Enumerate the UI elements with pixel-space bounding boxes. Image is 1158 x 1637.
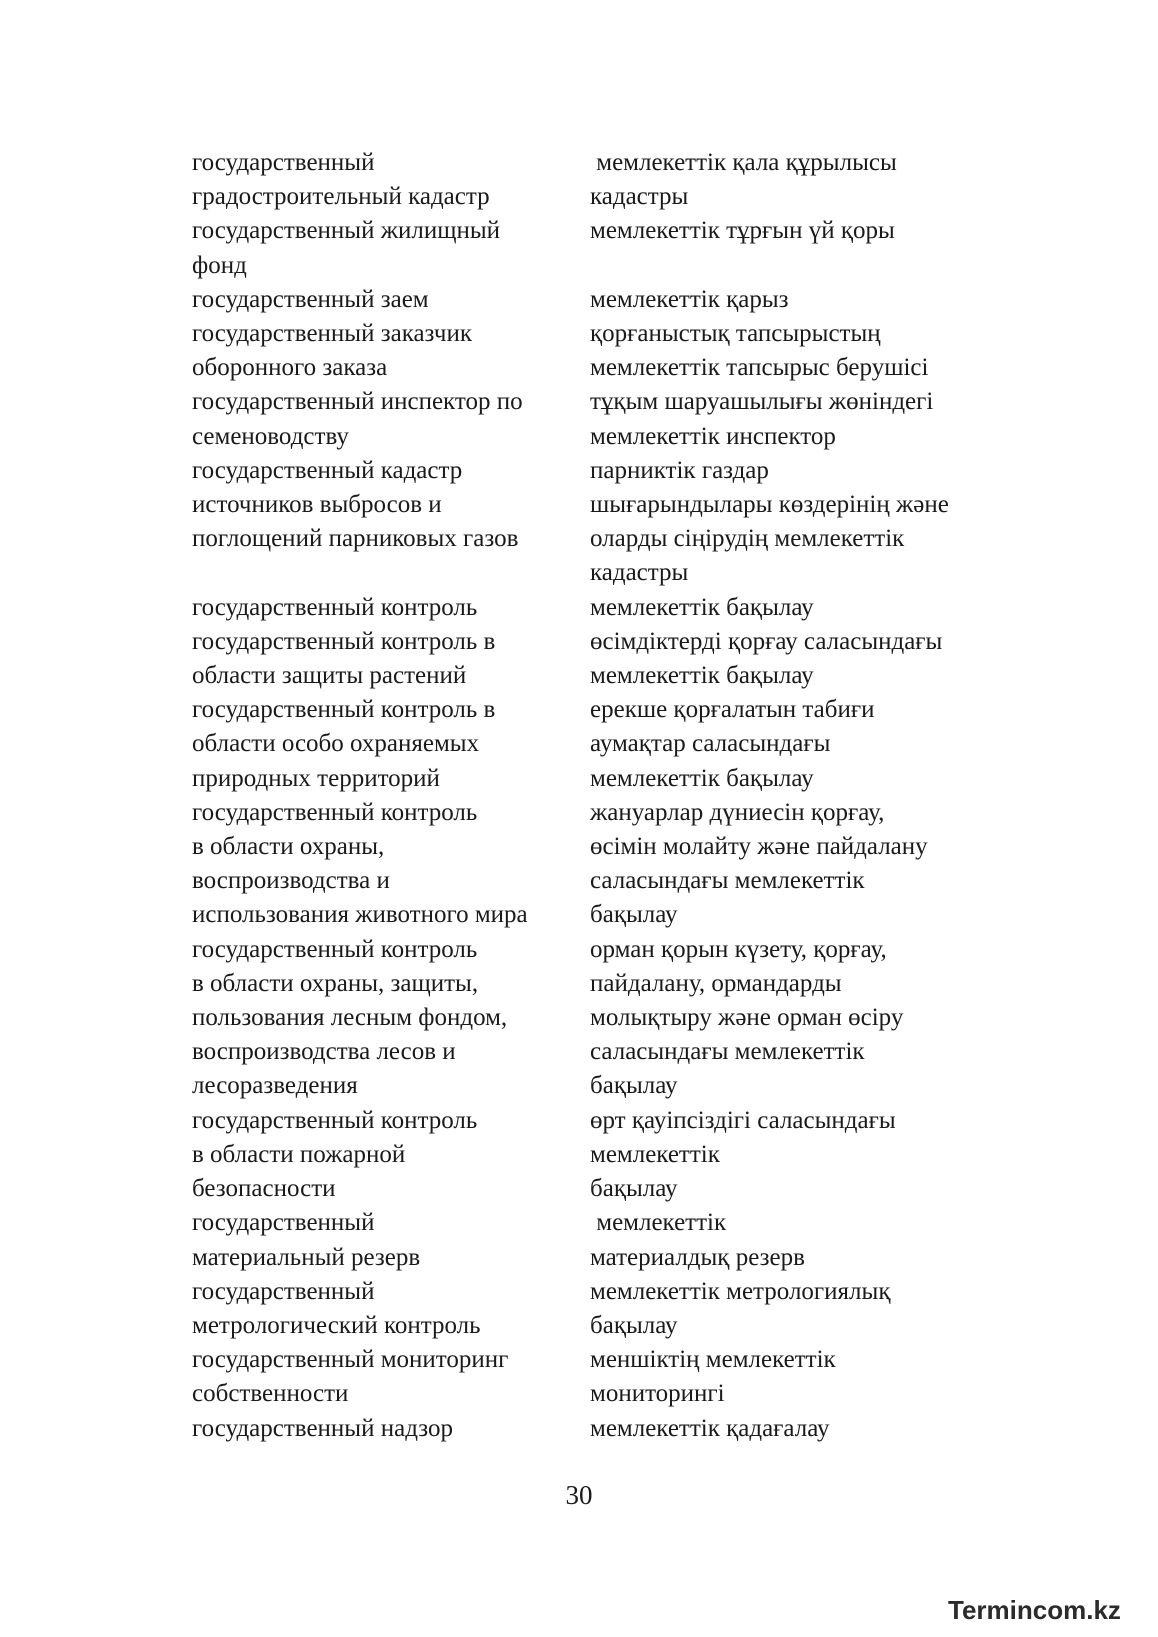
glossary-line <box>192 317 1032 351</box>
glossary-line <box>192 283 1032 317</box>
glossary-line <box>192 146 1032 180</box>
russian-term-line: воспроизводства лесов и <box>192 1038 456 1066</box>
glossary-line <box>192 1069 1032 1103</box>
russian-term-line: семеноводству <box>192 422 349 450</box>
glossary-line <box>192 351 1032 385</box>
russian-term-line: государственный жилищный <box>192 217 501 245</box>
russian-term-line: государственный заказчик <box>192 320 473 348</box>
glossary-line <box>192 1001 1032 1035</box>
kazakh-term-line: саласындағы мемлекеттік <box>590 867 865 895</box>
russian-term-line: поглощений парниковых газов <box>192 525 519 553</box>
glossary-line <box>192 1172 1032 1206</box>
kazakh-term-line: мемлекеттік метрологиялық <box>590 1277 891 1305</box>
glossary-line <box>192 1377 1032 1411</box>
russian-term-line: государственный контроль <box>192 935 478 963</box>
kazakh-term-line: мемлекеттік қала құрылысы <box>590 149 897 176</box>
kazakh-term-line: мониторингі <box>590 1380 725 1408</box>
russian-term-line: пользования лесным фондом, <box>192 1004 508 1032</box>
kazakh-term-line: тұқым шаруашылығы жөніндегі <box>590 388 934 416</box>
russian-term-line: государственный кадастр <box>192 456 463 484</box>
russian-term-line: государственный надзор <box>192 1414 453 1442</box>
kazakh-term-line: мемлекеттік инспектор <box>590 422 836 450</box>
watermark-logo: Termincom.kz <box>948 1595 1121 1625</box>
russian-term-line: государственный контроль в <box>192 627 496 655</box>
kazakh-term-line: аумақтар саласындағы <box>590 730 831 758</box>
kazakh-term-line <box>590 249 1032 283</box>
glossary-line <box>192 180 1032 214</box>
kazakh-term-line: мемлекеттік бақылау <box>590 662 814 690</box>
russian-term-line: государственный инспектор по <box>192 388 523 416</box>
russian-term-line: государственный контроль <box>192 798 478 826</box>
kazakh-term-line: мемлекеттік бақылау <box>590 764 814 792</box>
russian-term-line: собственности <box>192 1380 349 1408</box>
glossary-line <box>192 385 1032 419</box>
kazakh-term-line: пайдалану, ормандарды <box>590 969 842 997</box>
glossary-line <box>192 1206 1032 1240</box>
russian-term-line: материальный резерв <box>192 1243 421 1271</box>
kazakh-term-line: парниктік газдар <box>590 456 769 484</box>
glossary-line <box>192 249 1032 283</box>
glossary-line <box>192 214 1032 248</box>
glossary-line <box>192 556 1032 590</box>
page-number: 30 <box>565 1480 593 1510</box>
kazakh-term-line: өсімін молайту және пайдалану <box>590 833 928 861</box>
glossary-line <box>192 659 1032 693</box>
russian-term-line: государственный контроль <box>192 593 478 621</box>
kazakh-term-line: мемлекеттік қарыз <box>590 285 789 313</box>
kazakh-term-line: ерекше қорғалатын табиғи <box>590 696 875 724</box>
russian-term-line: государственный <box>192 1209 375 1237</box>
glossary-line <box>192 1138 1032 1172</box>
russian-term-line: государственный контроль в <box>192 696 496 724</box>
russian-term-line: природных территорий <box>192 764 440 792</box>
kazakh-term-line: молықтыру және орман өсіру <box>590 1004 904 1032</box>
russian-term-line: государственный мониторинг <box>192 1346 509 1374</box>
russian-term-line: области защиты растений <box>192 662 467 690</box>
glossary-line <box>192 1104 1032 1138</box>
glossary-line <box>192 1309 1032 1343</box>
russian-term-line: фонд <box>192 251 247 279</box>
kazakh-term-line: меншіктің мемлекеттік <box>590 1346 836 1374</box>
kazakh-term-line: мемлекеттік бақылау <box>590 593 814 621</box>
kazakh-term-line: бақылау <box>590 901 678 929</box>
russian-term-line: государственный заем <box>192 285 429 313</box>
russian-term-line: в области пожарной <box>192 1140 406 1168</box>
kazakh-term-line: мемлекеттік <box>590 1140 720 1168</box>
kazakh-term-line: мемлекеттік тұрғын үй қоры <box>590 217 895 245</box>
russian-term-line: государственный контроль <box>192 1106 478 1134</box>
russian-term-line: области особо охраняемых <box>192 730 480 758</box>
russian-term-line: государственный <box>192 149 375 176</box>
glossary-line <box>192 454 1032 488</box>
kazakh-term-line: оларды сіңірудің мемлекеттік <box>590 525 905 553</box>
glossary-line <box>192 796 1032 830</box>
kazakh-term-line: өсімдіктерді қорғау саласындағы <box>590 627 943 655</box>
kazakh-term-line: мемлекеттік қадағалау <box>590 1414 830 1442</box>
kazakh-term-line: қорғаныстық тапсырыстың <box>590 320 881 348</box>
kazakh-term-line: материалдық резерв <box>590 1243 805 1271</box>
glossary-line <box>192 864 1032 898</box>
russian-term-line: государственный <box>192 1277 375 1305</box>
russian-term-line: лесоразведения <box>192 1072 358 1100</box>
kazakh-term-line: мемлекеттік тапсырыс берушісі <box>590 354 929 382</box>
glossary-line <box>192 522 1032 556</box>
russian-term-line: метрологический контроль <box>192 1311 481 1339</box>
russian-term-line: оборонного заказа <box>192 354 388 382</box>
russian-term-line: градостроительный кадастр <box>192 183 490 211</box>
kazakh-term-line: шығарындылары көздерінің және <box>590 491 949 519</box>
glossary-line <box>192 933 1032 967</box>
glossary-line <box>192 1035 1032 1069</box>
russian-term-line: в области охраны, защиты, <box>192 969 479 997</box>
russian-term-line <box>192 556 590 590</box>
glossary-line <box>192 830 1032 864</box>
russian-term-line: в области охраны, <box>192 833 385 861</box>
glossary-line <box>192 1275 1032 1309</box>
russian-term-line: безопасности <box>192 1175 336 1203</box>
kazakh-term-line: жануарлар дүниесін қорғау, <box>590 798 885 826</box>
kazakh-term-line: мемлекеттік <box>590 1209 727 1237</box>
kazakh-term-line: өрт қауіпсіздігі саласындағы <box>590 1106 896 1134</box>
kazakh-term-line: орман қорын күзету, қорғау, <box>590 935 887 963</box>
kazakh-term-line: кадастры <box>590 183 689 211</box>
kazakh-term-line: бақылау <box>590 1311 678 1339</box>
russian-term-line: источников выбросов и <box>192 491 442 519</box>
glossary-line <box>192 625 1032 659</box>
kazakh-term-line: бақылау <box>590 1072 678 1100</box>
russian-term-line: воспроизводства и <box>192 867 390 895</box>
glossary-line <box>192 1412 1032 1446</box>
glossary-line <box>192 591 1032 625</box>
glossary-line <box>192 727 1032 761</box>
glossary-line <box>192 967 1032 1001</box>
glossary-line <box>192 1343 1032 1377</box>
russian-term-line: использования животного мира <box>192 901 528 929</box>
kazakh-term-line: саласындағы мемлекеттік <box>590 1038 865 1066</box>
glossary-line <box>192 762 1032 796</box>
glossary-line <box>192 693 1032 727</box>
glossary-line <box>192 488 1032 522</box>
glossary-line <box>192 420 1032 454</box>
glossary-line <box>192 1241 1032 1275</box>
kazakh-term-line: бақылау <box>590 1175 678 1203</box>
kazakh-term-line: кадастры <box>590 559 689 587</box>
glossary-list <box>192 146 1032 1446</box>
glossary-line <box>192 898 1032 932</box>
